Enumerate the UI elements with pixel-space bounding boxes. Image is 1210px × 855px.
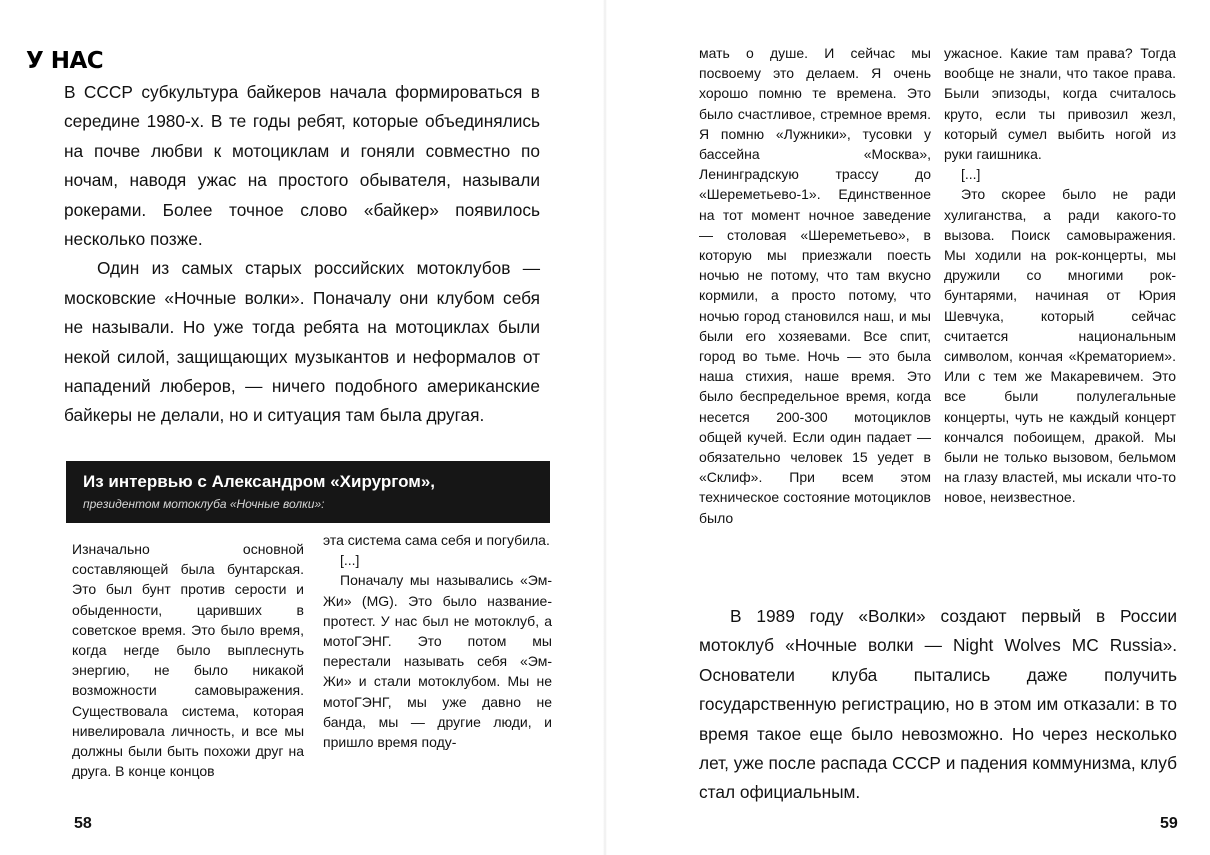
interview-column-1 [72,539,304,781]
interview-column-2 [323,530,552,752]
column-paragraph: Изначально основной составляющей была бунтарская. Это был бунт против серости и обыденности, царивших в советское время. Это было время, когда негде было выплеснуть энергию, не было никакой возможности самовыражения. Существовала система, которая нивелировала личность, и все мы должны были быть похожи друг на друга. В конце концов [72,541,304,780]
column-paragraph: мать о душе. И сейчас мы посвоему это делаем. Я очень хорошо помню те времена. Это было счастливое, стремное время. Я помню «Лужники», тусовки у бассейна «Москва», Ленинградскую трассу до «Шереметьево-1». Единственное на тот момент ночное заведение — столовая «Шереметьево», в которую мы приезжали поесть ночью не потому, что там вкусно кормили, а просто потому, что ночью город становился наш, и мы были его хозяевами. Все спит, город во тьме. Ночь — это была наша стихия, наше время. Это было беспредельное время, когда несется 200-300 мотоциклов общей кучей. Если один падает — обязательно человек 15 уедет в «Склиф». При всем этом техническое состояние мотоциклов было [699,45,931,526]
column-paragraph: Поначалу мы назывались «Эм-Жи» (MG). Это было название-протест. У нас был не мотоклуб, а мотоГЭНГ. Это потом мы перестали называть себя «Эм-Жи» и стали мотоклубом. Мы не мотоГЭНГ, мы уже давно не банда, мы — другие люди, и пришло время поду- [323,572,552,751]
column-paragraph: ужасное. Какие там права? Тогда вообще не знали, что такое права. Были эпизоды, когда считалось круто, если ты привозил жезл, который сумел выбить ногой из руки гаишника. [944,45,1176,163]
interview-column-4 [944,43,1176,508]
page-number-right: 59 [1160,815,1178,832]
ellipsis-marker: [...] [961,166,981,183]
column-paragraph: эта система сама себя и погубила. [323,532,550,548]
outro-paragraph: В 1989 году «Волки» создают первый в России мотоклуб «Ночные волки — Night Wolves MC Russia». Основатели клуба пытались даже получить государственную регистрацию, но в этом им отказали: в то время такое еще было невозможно. Но через несколько лет, уже после распада СССР и падения коммунизма, клуб стал официальным. [699,606,1177,803]
outro-text [699,602,1177,808]
page-number-left: 58 [74,815,92,832]
interview-subtitle: президентом мотоклуба «Ночные волки»: [83,497,325,511]
right-page [605,0,1210,855]
interview-header [66,461,550,523]
interview-title: Из интервью с Александром «Хирургом», [83,472,435,491]
intro-text [64,78,540,431]
interview-column-3 [699,43,931,528]
section-title: У НАС [26,48,104,74]
column-paragraph: Это скорее было не ради хулиганства, а ради какого-то вызова. Поиск самовыражения. Мы ходили на рок-концерты, мы дружили со многими рок-бунтарями, начиная от Юрия Шевчука, который сейчас считается национальным символом, кончая «Крематорием». Или с тем же Макаревичем. Это все были полулегальные концерты, чуть не каждый концерт кончался побоищем, дракой. Мы были не только вызовом, бельмом на глазу властей, мы искали что-то новое, неизвестное. [944,186,1176,506]
intro-paragraph: Один из самых старых российских мотоклубов — московские «Ночные волки». Поначалу они клубом себя не называли. Но уже тогда ребята на мотоциклах были некой силой, защищающих музыкантов и неформалов от нападений люберов, — ничего подобного американские байкеры не делали, но и ситуация там была другая. [64,258,540,426]
ellipsis-marker: [...] [340,552,360,569]
intro-paragraph: В СССР субкультура байкеров начала формироваться в середине 1980-х. В те годы ребят, которые объединялись на почве любви к мотоциклам и гоняли совместно по ночам, наводя ужас на простого обывателя, называли рокерами. Более точное слово «байкер» появилось несколько позже. [64,82,540,250]
